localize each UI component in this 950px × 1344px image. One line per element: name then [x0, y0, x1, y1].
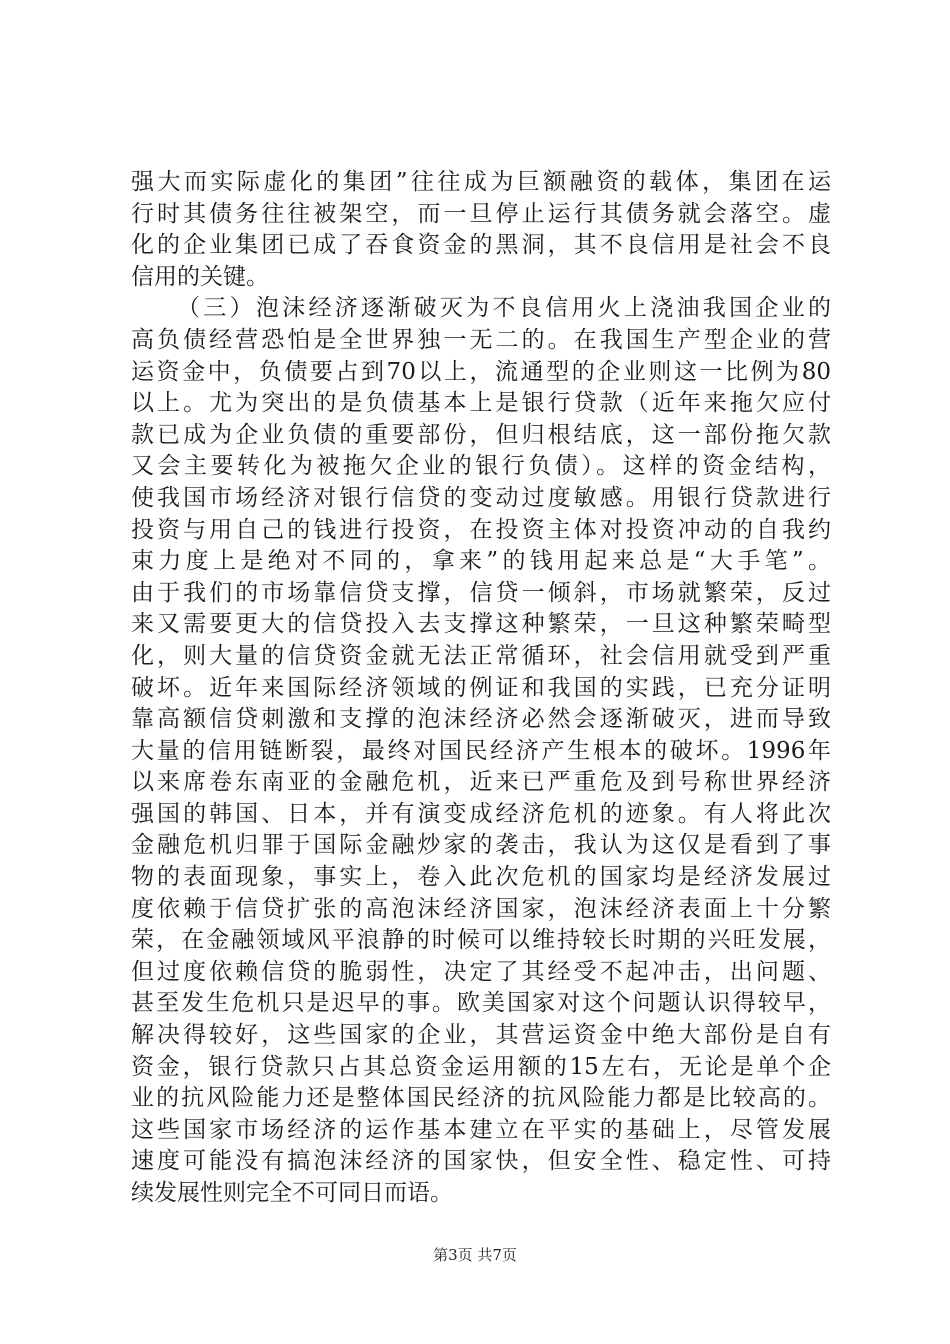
text-line: 运资金中，负债要占到70以上，流通型的企业则这一比例为80	[131, 358, 831, 385]
text-line: 但过度依赖信贷的脆弱性，决定了其经受不起冲击，出问题、	[131, 958, 831, 985]
text-line: 大量的信用链断裂，最终对国民经济产生根本的破坏。1996年	[131, 737, 831, 764]
text-line: 化，则大量的信贷资金就无法正常循环，社会信用就受到严重	[131, 642, 831, 669]
paragraph-2	[131, 293, 831, 1209]
text-line: 金融危机归罪于国际金融炒家的袭击，我认为这仅是看到了事	[131, 832, 831, 859]
text-line: 束力度上是绝对不同的，拿来”的钱用起来总是“大手笔”。	[131, 548, 831, 575]
text-line: 靠高额信贷刺激和支撑的泡沫经济必然会逐渐破灭，进而导致	[131, 706, 831, 733]
text-line: 业的抗风险能力还是整体国民经济的抗风险能力都是比较高的。	[131, 1085, 831, 1112]
text-line: 又会主要转化为被拖欠企业的银行负债）。这样的资金结构，	[131, 453, 831, 480]
text-line: 高负债经营恐怕是全世界独一无二的。在我国生产型企业的营	[131, 326, 831, 353]
text-line: 强国的韩国、日本，并有演变成经济危机的迹象。有人将此次	[131, 800, 831, 827]
text-line: 以上。尤为突出的是负债基本上是银行贷款（近年来拖欠应付	[131, 390, 831, 417]
text-line: 使我国市场经济对银行信贷的变动过度敏感。用银行贷款进行	[131, 484, 831, 511]
text-line: 来又需要更大的信贷投入去支撑这种繁荣，一旦这种繁荣畸型	[131, 611, 831, 638]
text-line: （三）泡沫经济逐渐破灭为不良信用火上浇油我国企业的	[177, 295, 831, 322]
text-line: 物的表面现象，事实上，卷入此次危机的国家均是经济发展过	[131, 864, 831, 891]
document-body	[131, 167, 831, 1210]
text-line: 资金，银行贷款只占其总资金运用额的15左右，无论是单个企	[131, 1053, 831, 1080]
paragraph-1	[131, 167, 831, 293]
text-line: 解决得较好，这些国家的企业，其营运资金中绝大部份是自有	[131, 1022, 831, 1049]
text-line: 信用的关键。	[131, 263, 269, 290]
page-footer: 第3页 共7页	[433, 1246, 517, 1264]
text-line: 这些国家市场经济的运作基本建立在平实的基础上，尽管发展	[131, 1116, 831, 1143]
text-line: 荣，在金融领域风平浪静的时候可以维持较长时期的兴旺发展，	[131, 927, 831, 954]
text-line: 破坏。近年来国际经济领域的例证和我国的实践，已充分证明	[131, 674, 831, 701]
text-line: 续发展性则完全不可同日而语。	[131, 1180, 453, 1206]
text-line: 由于我们的市场靠信贷支撑，信贷一倾斜，市场就繁荣，反过	[131, 579, 831, 606]
text-line: 以来席卷东南亚的金融危机，近来已严重危及到号称世界经济	[131, 769, 831, 796]
text-line: 强大而实际虚化的集团”往往成为巨额融资的载体，集团在运	[131, 169, 831, 195]
text-line: 甚至发生危机只是迟早的事。欧美国家对这个问题认识得较早，	[131, 990, 831, 1017]
text-line: 化的企业集团已成了吞食资金的黑洞，其不良信用是社会不良	[131, 232, 831, 259]
text-line: 行时其债务往往被架空，而一旦停止运行其债务就会落空。虚	[131, 200, 831, 227]
text-line: 投资与用自己的钱进行投资，在投资主体对投资冲动的自我约	[131, 516, 831, 543]
text-line: 度依赖于信贷扩张的高泡沫经济国家，泡沫经济表面上十分繁	[131, 895, 831, 922]
text-line: 速度可能没有搞泡沫经济的国家快，但安全性、稳定性、可持	[131, 1148, 831, 1175]
text-line: 款已成为企业负债的重要部份，但归根结底，这一部份拖欠款	[131, 421, 831, 448]
